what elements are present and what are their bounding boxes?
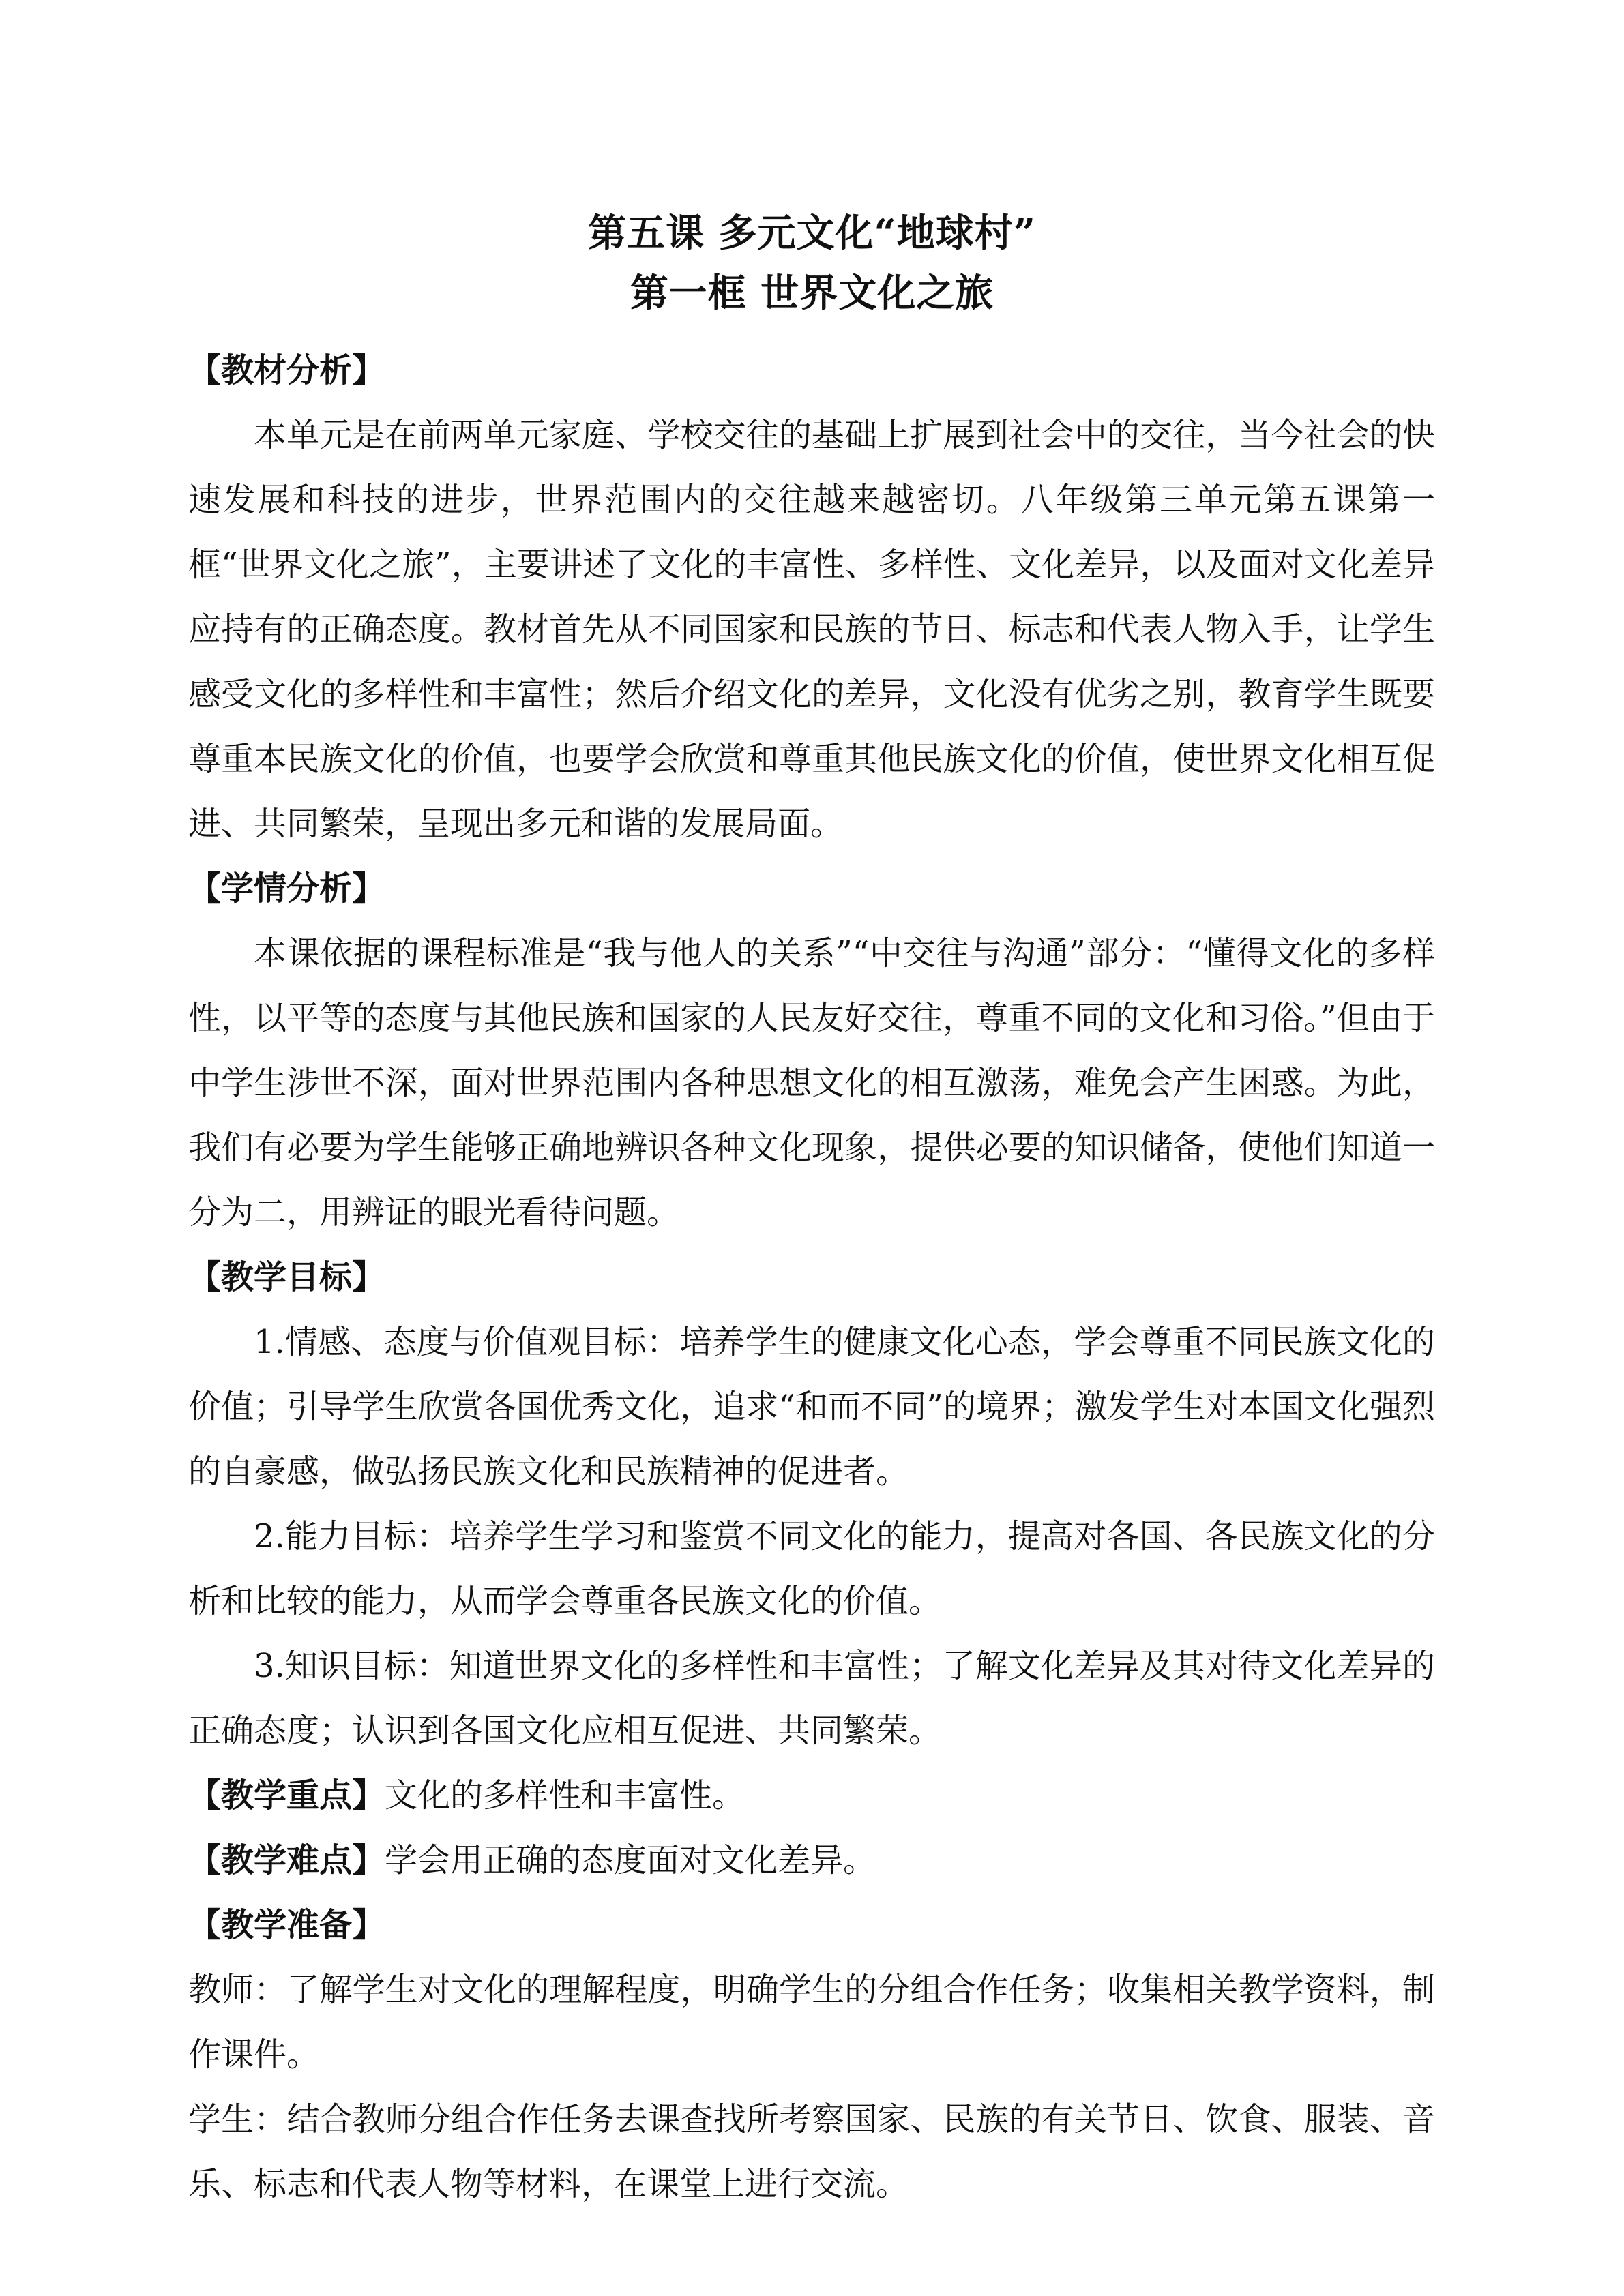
teaching-goals-heading: 【教学目标】 [188,1258,385,1296]
lesson-title: 第五课 多元文化“地球村” [588,211,1036,256]
student-analysis-heading: 【学情分析】 [188,869,385,908]
material-analysis-paragraph: 本单元是在前两单元家庭、学校交往的基础上扩展到社会中的交往，当今社会的快速发展和科技的进步，世界范围内的交往越来越密切。八年级第三单元第五课第一框“世界文化之旅”，主要讲述了文化的丰富性、多样性、文化差异，以及面对文化差异应持有的正确态度。教材首先从不同国家和民族的节日、标志和代表人物入手，让学生感受文化的多样性和丰富性；然后介绍文化的差异，文化没有优劣之别，教育学生既要尊重本民族文化的价值，也要学会欣赏和尊重其他民族文化的价值，使世界文化相互促进、共同繁荣，呈现出多元和谐的发展局面。 [188,416,1435,843]
student-analysis-paragraph: 本课依据的课程标准是“我与他人的关系”“中交往与沟通”部分：“懂得文化的多样性，以平等的态度与其他民族和国家的人民友好交往，尊重不同的文化和习俗。”但由于中学生涉世不深，面对世界范围内各种思想文化的相互激荡，难免会产生困惑。为此，我们有必要为学生能够正确地辨识各种文化现象，提供必要的知识储备，使他们知道一分为二，用辨证的眼光看待问题。 [188,934,1435,1232]
teaching-goal-item: 2.能力目标：培养学生学习和鉴赏不同文化的能力，提高对各国、各民族文化的分析和比较的能力，从而学会尊重各民族文化的价值。 [188,1517,1435,1620]
key-point-text: 文化的多样性和丰富性。 [385,1776,745,1815]
frame-title: 第一框 世界文化之旅 [630,271,994,316]
key-point-line [188,1763,1435,1828]
preparation-heading: 【教学准备】 [188,1906,385,1944]
difficult-point-heading: 【教学难点】 [188,1841,385,1879]
teacher-preparation-paragraph: 教师：了解学生对文化的理解程度，明确学生的分组合作任务；收集相关教学资料，制作课件。 [188,1971,1435,2074]
difficult-point-text: 学会用正确的态度面对文化差异。 [385,1841,876,1879]
material-analysis-heading: 【教材分析】 [188,351,385,389]
key-point-heading: 【教学重点】 [188,1776,385,1815]
document-body [188,338,1435,2217]
student-preparation-paragraph: 学生：结合教师分组合作任务去课查找所考察国家、民族的有关节日、饮食、服装、音乐、标志和代表人物等材料，在课堂上进行交流。 [188,2100,1435,2203]
teaching-goal-item: 3.知识目标：知道世界文化的多样性和丰富性；了解文化差异及其对待文化差异的正确态度；认识到各国文化应相互促进、共同繁荣。 [188,1647,1435,1750]
difficult-point-line [188,1828,1435,1893]
teaching-goal-item: 1.情感、态度与价值观目标：培养学生的健康文化心态，学会尊重不同民族文化的价值；引导学生欣赏各国优秀文化，追求“和而不同”的境界；激发学生对本国文化强烈的自豪感，做弘扬民族文化和民族精神的促进者。 [188,1323,1435,1491]
